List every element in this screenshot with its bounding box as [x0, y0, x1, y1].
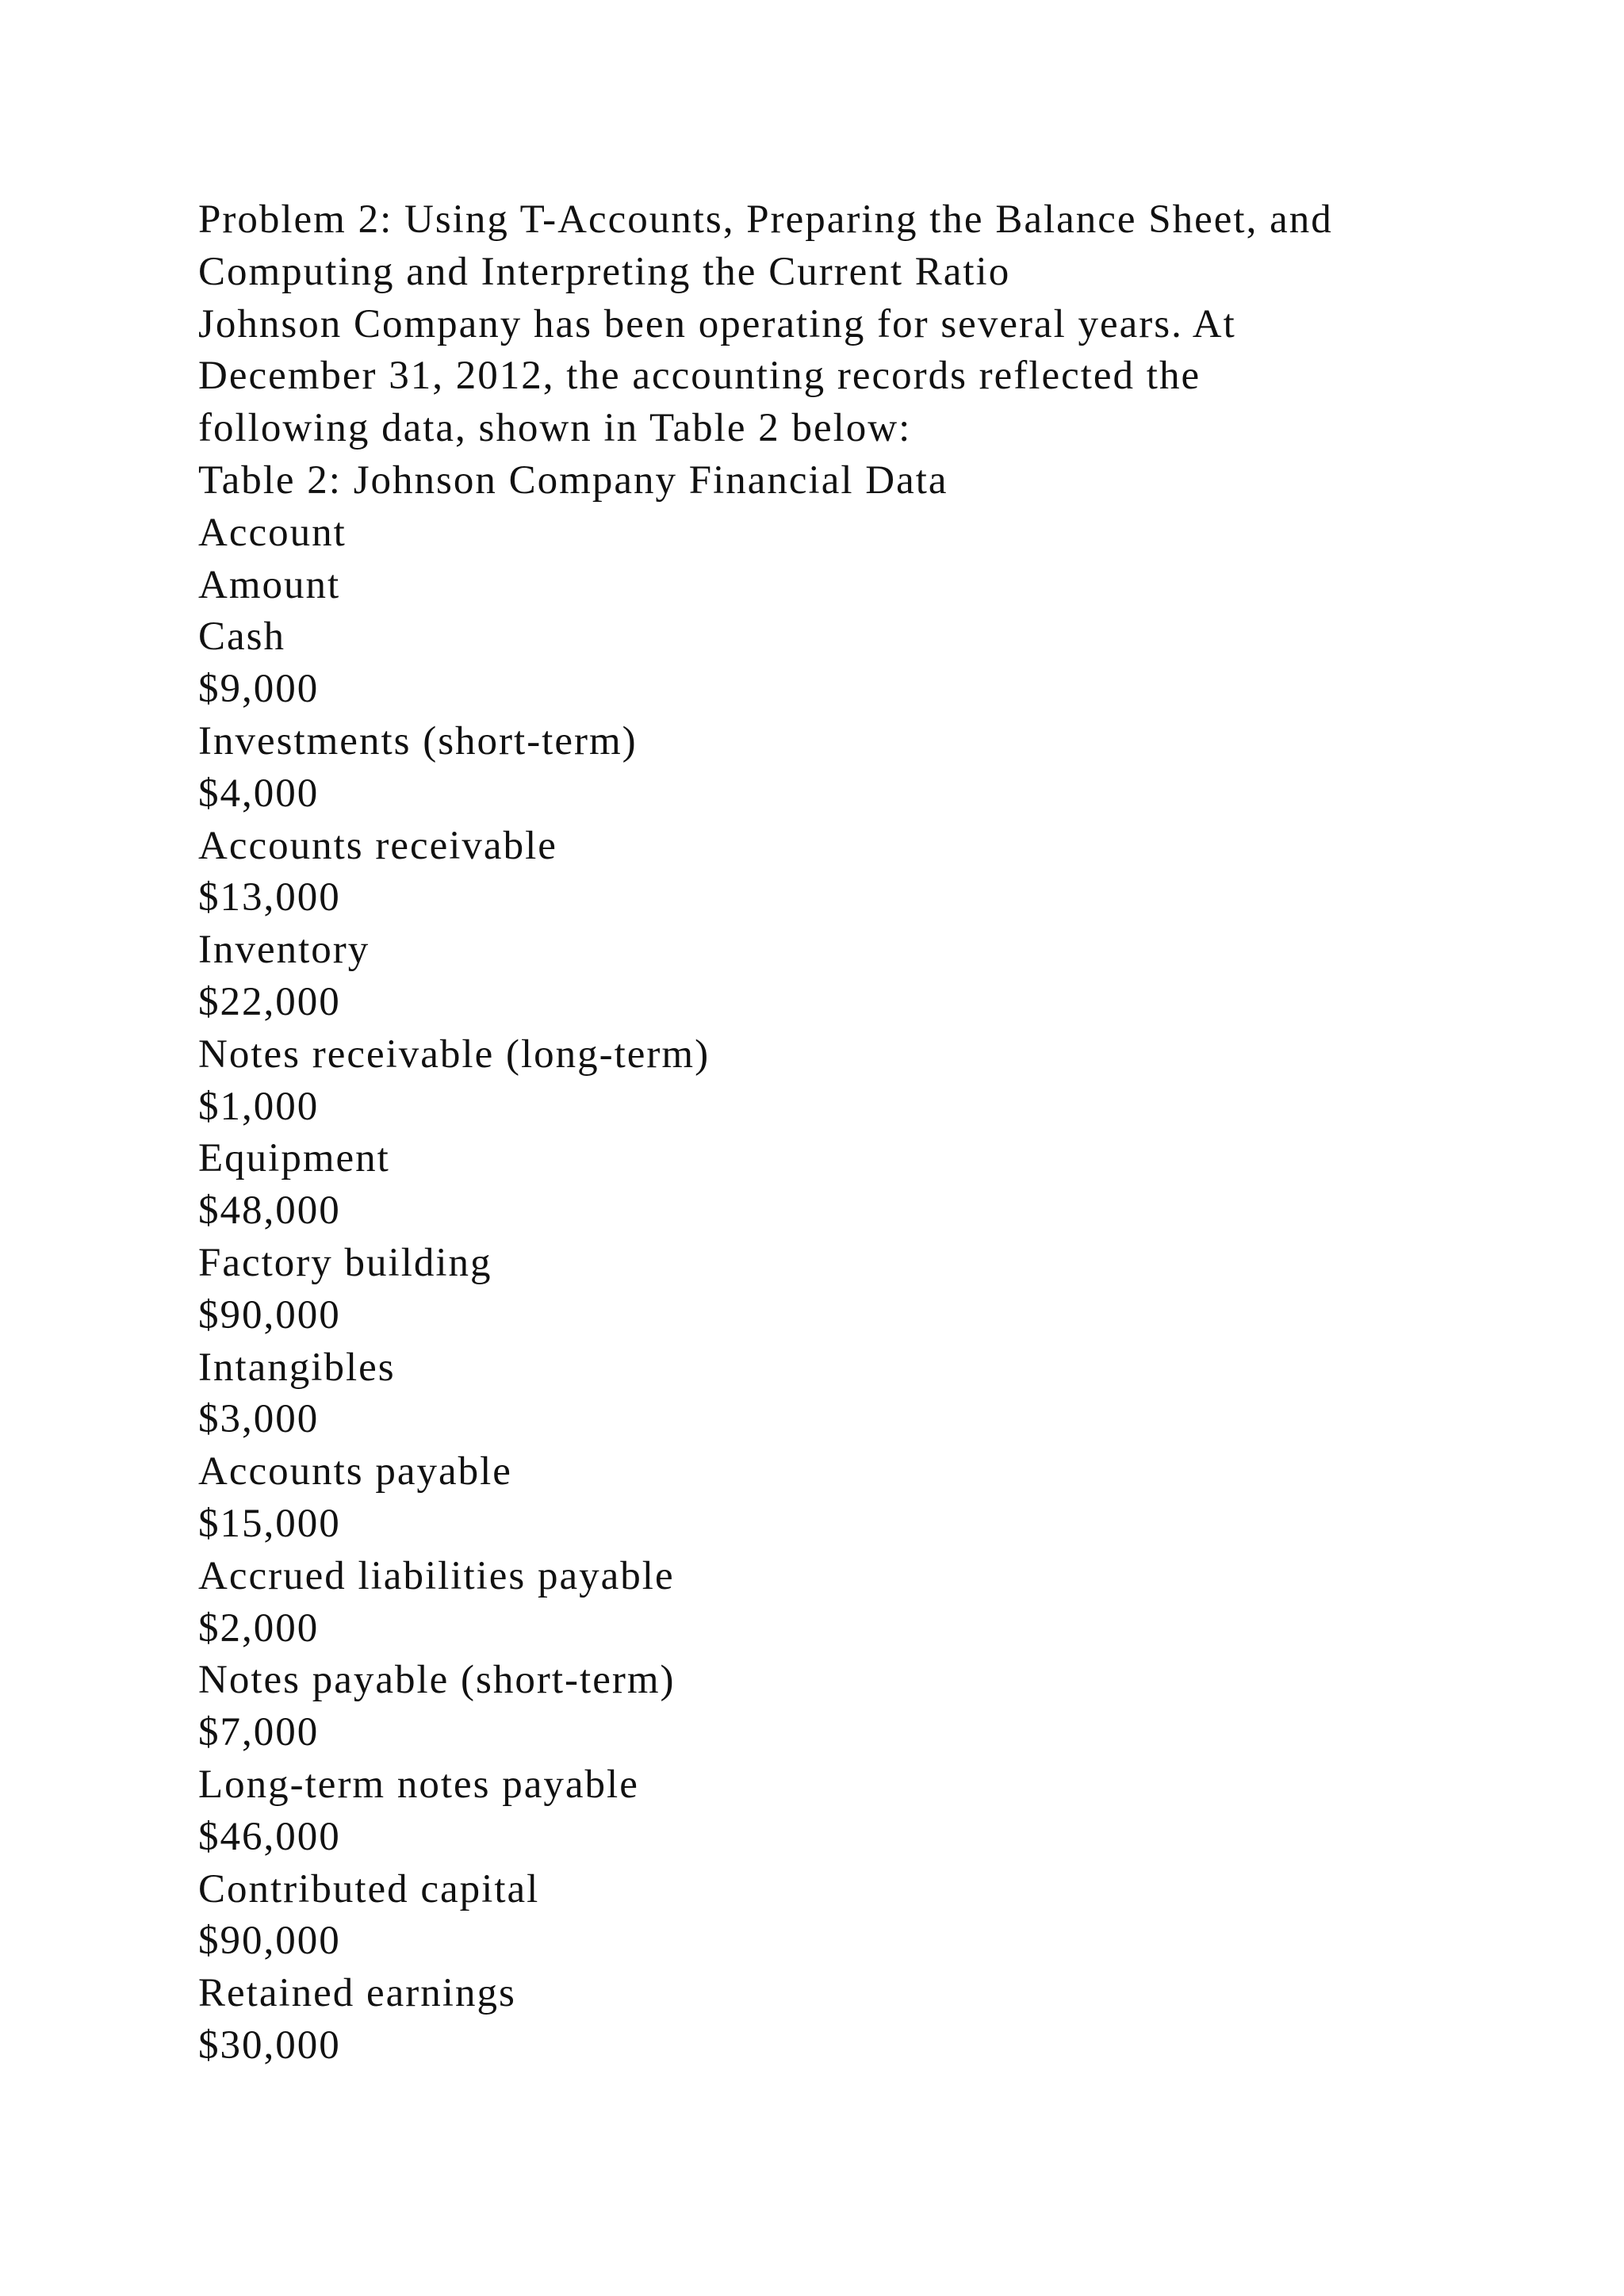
- account-name: Contributed capital: [198, 1866, 540, 1911]
- account-name: Retained earnings: [198, 1971, 516, 2016]
- account-amount: $15,000: [198, 1501, 341, 1546]
- account-name: Investments (short-term): [198, 718, 638, 763]
- intro-paragraph: [198, 299, 1546, 455]
- account-amount: $13,000: [198, 875, 341, 920]
- account-amount: $7,000: [198, 1710, 320, 1755]
- account-name: Factory building: [198, 1240, 492, 1285]
- title-line-2: Computing and Interpreting the Current Ratio: [198, 249, 1011, 294]
- account-name: Accrued liabilities payable: [198, 1553, 675, 1598]
- account-name: Notes receivable (long-term): [198, 1031, 710, 1077]
- document-page: [198, 194, 1546, 2072]
- account-amount: $90,000: [198, 1292, 341, 1337]
- account-amount: $30,000: [198, 2022, 341, 2068]
- intro-line-3: following data, shown in Table 2 below:: [198, 406, 912, 451]
- title-line-1: Problem 2: Using T-Accounts, Preparing the Balance Sheet, and: [198, 197, 1333, 242]
- account-amount: $46,000: [198, 1814, 341, 1859]
- account-amount: $22,000: [198, 979, 341, 1024]
- account-name: Accounts payable: [198, 1449, 512, 1494]
- account-name: Long-term notes payable: [198, 1762, 639, 1807]
- account-name: Inventory: [198, 928, 370, 973]
- intro-line-2: December 31, 2012, the accounting records reflected the: [198, 354, 1201, 399]
- account-name: Equipment: [198, 1136, 390, 1181]
- account-amount: $9,000: [198, 667, 320, 712]
- problem-title: [198, 194, 1546, 299]
- table-header-amount: Amount: [198, 562, 341, 607]
- table-caption: Table 2: Johnson Company Financial Data: [198, 457, 948, 503]
- account-amount: $3,000: [198, 1397, 320, 1442]
- account-name: Notes payable (short-term): [198, 1658, 676, 1703]
- account-name: Cash: [198, 614, 285, 660]
- financial-data-table: [198, 455, 1546, 2072]
- account-amount: $1,000: [198, 1084, 320, 1129]
- account-amount: $4,000: [198, 771, 320, 816]
- account-amount: $90,000: [198, 1919, 341, 1964]
- account-amount: $2,000: [198, 1605, 320, 1651]
- account-amount: $48,000: [198, 1188, 341, 1234]
- account-name: Intangibles: [198, 1345, 396, 1390]
- table-header-account: Account: [198, 510, 347, 555]
- account-name: Accounts receivable: [198, 823, 557, 868]
- intro-line-1: Johnson Company has been operating for several years. At: [198, 301, 1236, 346]
